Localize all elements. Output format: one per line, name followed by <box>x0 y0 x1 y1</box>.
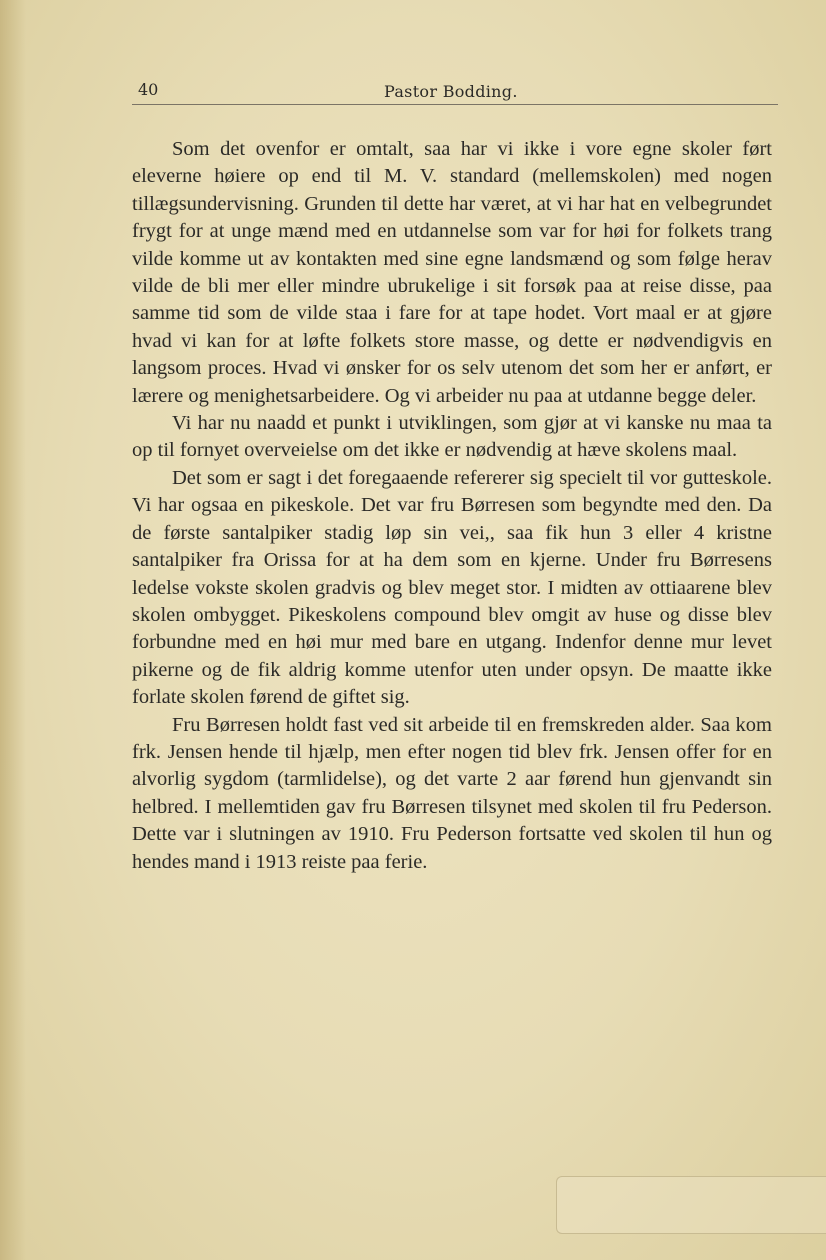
library-label-outline <box>556 1176 826 1234</box>
paragraph-4: Fru Børresen holdt fast ved sit arbeide til en fremskreden alder. Saa kom frk. Jensen hende til hjælp, men efter nogen tid blev frk. Jensen offer for en alvorlig sygdom (tarmlidelse), og det varte 2 aar førend hun gjenvandt sin helbred. I mellemtiden gav fru Børresen tilsynet med skolen til fru Pederson. Dette var i slutningen av 1910. Fru Pederson fortsatte ved skolen til hun og hendes mand i 1913 reiste paa ferie. <box>132 713 772 873</box>
page-gutter-shadow <box>0 0 26 1260</box>
paragraph-2: Vi har nu naadd et punkt i utviklingen, som gjør at vi kanske nu maa ta op til fornyet overveielse om det ikke er nødvendig at hæve skolens maal. <box>132 412 772 462</box>
page-number: 40 <box>138 80 159 99</box>
paragraph-3: Det som er sagt i det foregaaende refererer sig specielt til vor gutteskole. Vi har ogsaa en pikeskole. Det var fru Børresen som begyndte med den. Da de første santalpiker stadig løp sin vei,, saa fik hun 3 eller 4 kristne santalpiker fra Orissa for at ha dem som en kjerne. Under fru Børresens ledelse vokste skolen gradvis og blev meget stor. I midten av ottiaarene blev skolen ombygget. Pikeskolens compound blev omgit av huse og disse blev forbundne med en høi mur med bare en utgang. Indenfor denne mur levet pikerne og de fik aldrig komme utenfor uten under opsyn. De maatte ikke forlate skolen førend de giftet sig. <box>132 466 772 709</box>
body-text <box>132 136 772 876</box>
paragraph-1: Som det ovenfor er omtalt, saa har vi ikke i vore egne skoler ført eleverne høiere op end til M. V. standard (mellemskolen) med nogen tillægsundervisning. Grunden til dette har været, at vi har hat en velbegrundet frygt for at unge mænd med en utdannelse som var for høi for folkets trang vilde komme ut av kontakten med sine egne landsmænd og som følge herav vilde de bli mer eller mindre ubrukelige i sit forsøk paa at reise disse, paa samme tid som de vilde staa i fare for at tape hodet. Vort maal er at gjøre hvad vi kan for at løfte folkets store masse, og dette er nødvendigvis en langsom proces. Hvad vi ønsker for os selv utenom det som her er anført, er lærere og menighetsarbeidere. Og vi arbeider nu paa at utdanne begge deler. <box>132 138 772 407</box>
running-head: Pastor Bodding. <box>384 82 518 101</box>
page-header <box>132 78 778 105</box>
